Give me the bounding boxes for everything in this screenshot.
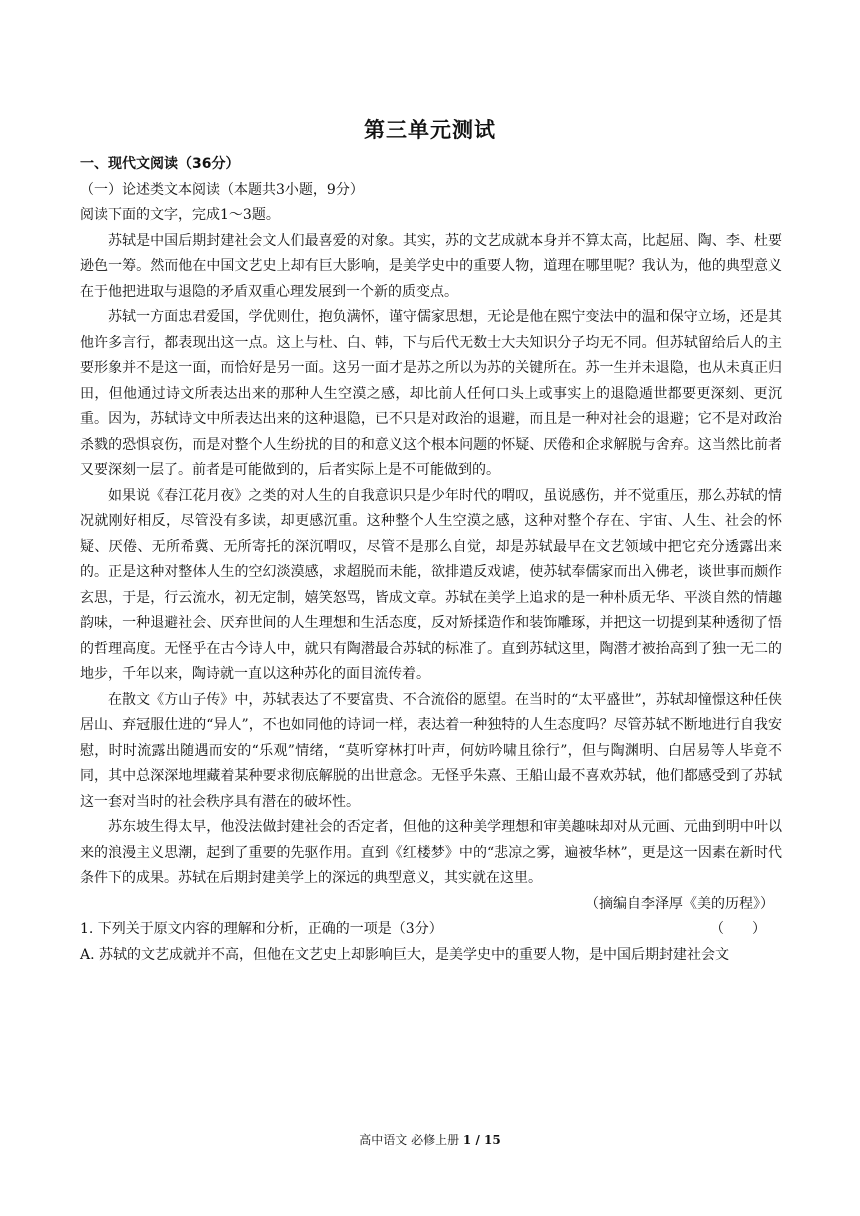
paragraph: 如果说《春江花月夜》之类的对人生的自我意识只是少年时代的喟叹，虽说感伤，并不觉重压，那么苏轼的情况就刚好相反，尽管没有多读，却更感沉重。这种整个人生空漠之感，这种对整个存在、宇宙、人生、社会的怀疑、厌倦、无所希冀、无所寄托的深沉喟叹，尽管不是那么自觉，却是苏轼最早在文艺领域中把它充分透露出来的。正是这种对整体人生的空幻淡漠感，求超脱而未能，欲排遣反戏谑，使苏轼奉儒家而出入佛老，谈世事而颇作玄思，于是，行云流水，初无定制，嬉笑怒骂，皆成文章。苏轼在美学上追求的是一种朴质无华、平淡自然的情趣韵味，一种退避社会、厌弃世间的人生理想和生活态度，反对矫揉造作和装饰雕琢，并把这一切提到某种透彻了悟的哲理高度。无怪乎在古今诗人中，就只有陶潜最合苏轼的标准了。直到苏轼这里，陶潜才被抬高到了独一无二的地步，千年以来，陶诗就一直以这种苏化的面目流传着。: [80, 487, 782, 682]
paragraph: 苏轼是中国后期封建社会文人们最喜爱的对象。其实，苏的文艺成就本身并不算太高，比起屈、陶、李、杜要逊色一筹。然而他在中国文艺史上却有巨大影响，是美学史中的重要人物，道理在哪里呢？我认为，他的典型意义在于他把进取与退隐的矛盾双重心理发展到一个新的质变点。: [80, 232, 782, 300]
option-a: A. 苏轼的文艺成就并不高，但他在文艺史上却影响巨大，是美学史中的重要人物，是中国后期封建社会文: [80, 946, 730, 963]
page-footer: [0, 1131, 860, 1148]
paragraph: 苏东坡生得太早，他没法做封建社会的否定者，但他的这种美学理想和审美趣味却对从元画、元曲到明中叶以来的浪漫主义思潮，起到了重要的先驱作用。直到《红楼梦》中的“悲凉之雾，遍被华林”，更是这一因素在新时代条件下的成果。苏轼在后期封建美学上的深远的典型意义，其实就在这里。: [80, 819, 782, 886]
question-1: [80, 917, 782, 943]
source-citation: （摘编自李泽厚《美的历程》）: [585, 895, 774, 912]
paragraph: 苏轼一方面忠君爱国，学优则仕，抱负满怀，谨守儒家思想，无论是他在熙宁变法中的温和保守立场，还是其他许多言行，都表现出这一点。这上与杜、白、韩，下与后代无数士大夫知识分子均无不同。但苏轼留给后人的主要形象并不是这一面，而恰好是另一面。这另一面才是苏之所以为苏的关键所在。苏一生并未退隐，也从未真正归田，但他通过诗文所表达出来的那种人生空漠之感，却比前人任何口头上或事实上的退隐遁世都要更深刻、更沉重。因为，苏轼诗文中所表达出来的这种退隐，已不只是对政治的退避，而且是一种对社会的退避；它不是对政治杀戮的恐惧哀伤，而是对整个人生纷扰的目的和意义这个根本问题的怀疑、厌倦和企求解脱与舍弃。这当然比前者又要深刻一层了。前者是可能做到的，后者实际上是不可能做到的。: [80, 309, 782, 478]
paragraph: 在散文《方山子传》中，苏轼表达了不要富贵、不合流俗的愿望。在当时的“太平盛世”，苏轼却憧憬这种任侠居山、弃冠服仕进的“异人”，不也如同他的诗词一样，表达着一种独特的人生态度吗？尽管苏轼不断地进行自我安慰，时时流露出随遇而安的“乐观”情绪，“莫听穿林打叶声，何妨吟啸且徐行”，但与陶渊明、白居易等人毕竟不同，其中总深深地埋藏着某种要求彻底解脱的出世意念。无怪乎朱熹、王船山最不喜欢苏轼，他们都感受到了苏轼这一套对当时的社会秩序具有潜在的破坏性。: [80, 691, 782, 810]
section-heading: 一、现代文阅读（36分）: [80, 156, 240, 172]
subsection-heading: （一）论述类文本阅读（本题共3小题，9分）: [80, 181, 364, 198]
document-body: [80, 152, 782, 968]
answer-blank: （ ）: [710, 921, 766, 937]
page-title: 第三单元测试: [364, 118, 496, 142]
footer-text: 高中语文 必修上册: [359, 1133, 463, 1147]
reading-instruction: 阅读下面的文字，完成1～3题。: [80, 207, 280, 223]
question-text: 1. 下列关于原文内容的理解和分析，正确的一项是（3分）: [80, 921, 443, 937]
page-number: 1 / 15: [462, 1133, 501, 1147]
